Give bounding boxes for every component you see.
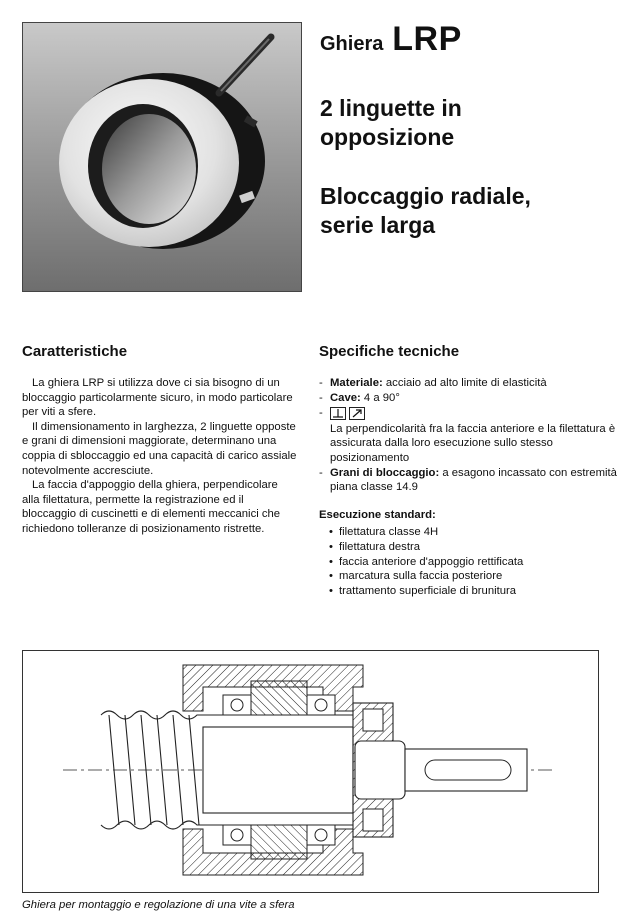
perpendicularity-icon <box>330 407 346 420</box>
title-prefix: Ghiera <box>320 33 384 55</box>
list-item: • faccia anteriore d'appoggio rettificata <box>319 555 523 570</box>
spec-list <box>319 376 619 495</box>
product-title <box>320 20 462 59</box>
materiale-value: acciaio ad alto limite di elasticità <box>382 377 547 389</box>
subtitle-line: 2 linguette in <box>320 95 462 121</box>
runout-icon <box>349 407 365 420</box>
grani-value: a esagono incassato con estremità piana classe 14.9 <box>330 466 617 494</box>
cave-label: Cave: <box>330 391 361 404</box>
specifiche-heading: Specifiche tecniche <box>319 343 460 360</box>
tolerance-note: La perpendicolarità fra la faccia anteriore e la filettatura è assicurata dalla loro esecuzione sullo stesso posizionamento <box>330 422 616 464</box>
spec-grani: - Grani di bloccaggio: a esagono incassato con estremità piana classe 14.9 <box>319 466 617 494</box>
list-item: • filettatura classe 4H <box>319 525 523 540</box>
caratteristiche-heading: Caratteristiche <box>22 343 128 360</box>
spec-tolerance-symbols: - <box>319 406 619 421</box>
paragraph: La faccia d'appoggio della ghiera, perpendicolare alla filettatura, permette la registrazione ed il bloccaggio di cuscinetti e di elementi meccanici che richiedono tolleranze di posizionamento ristrette. <box>22 479 281 535</box>
cave-value: 4 a 90° <box>360 391 400 404</box>
caratteristiche-body <box>22 376 297 537</box>
title-code: LRP <box>392 20 462 58</box>
grani-label: Grani di bloccaggio: <box>330 466 440 479</box>
esecuzione-heading: Esecuzione standard: <box>319 509 436 521</box>
product-photo <box>22 22 302 292</box>
list-item: • marcatura sulla faccia posteriore <box>319 569 523 584</box>
list-item: • trattamento superficiale di brunitura <box>319 584 523 599</box>
list-item: • filettatura destra <box>319 540 523 555</box>
paragraph: Il dimensionamento in larghezza, 2 linguette opposte e grani di dimensioni maggiorate, determinano una coppia di sbloccaggio ed una capacità di carico assiale notevolmente accresciute. <box>22 420 297 477</box>
subtitle-line: opposizione <box>320 124 455 150</box>
subtitle-line: serie larga <box>320 212 436 238</box>
subtitle-tabs <box>320 94 462 152</box>
materiale-label: Materiale: <box>330 377 383 389</box>
subtitle-locking <box>320 182 531 240</box>
spec-materiale: - Materiale: acciaio ad alto limite di elasticità <box>319 377 547 389</box>
spec-cave: - Cave: 4 a 90° <box>319 391 400 404</box>
technical-drawing <box>22 650 599 893</box>
subtitle-line: Bloccaggio radiale, <box>320 183 531 209</box>
esecuzione-list <box>319 525 523 599</box>
paragraph: La ghiera LRP si utilizza dove ci sia bisogno di un bloccaggio particolarmente sicuro, in modo particolare per viti a sfere. <box>22 377 293 419</box>
figure-caption: Ghiera per montaggio e regolazione di una vite a sfera <box>22 899 295 911</box>
